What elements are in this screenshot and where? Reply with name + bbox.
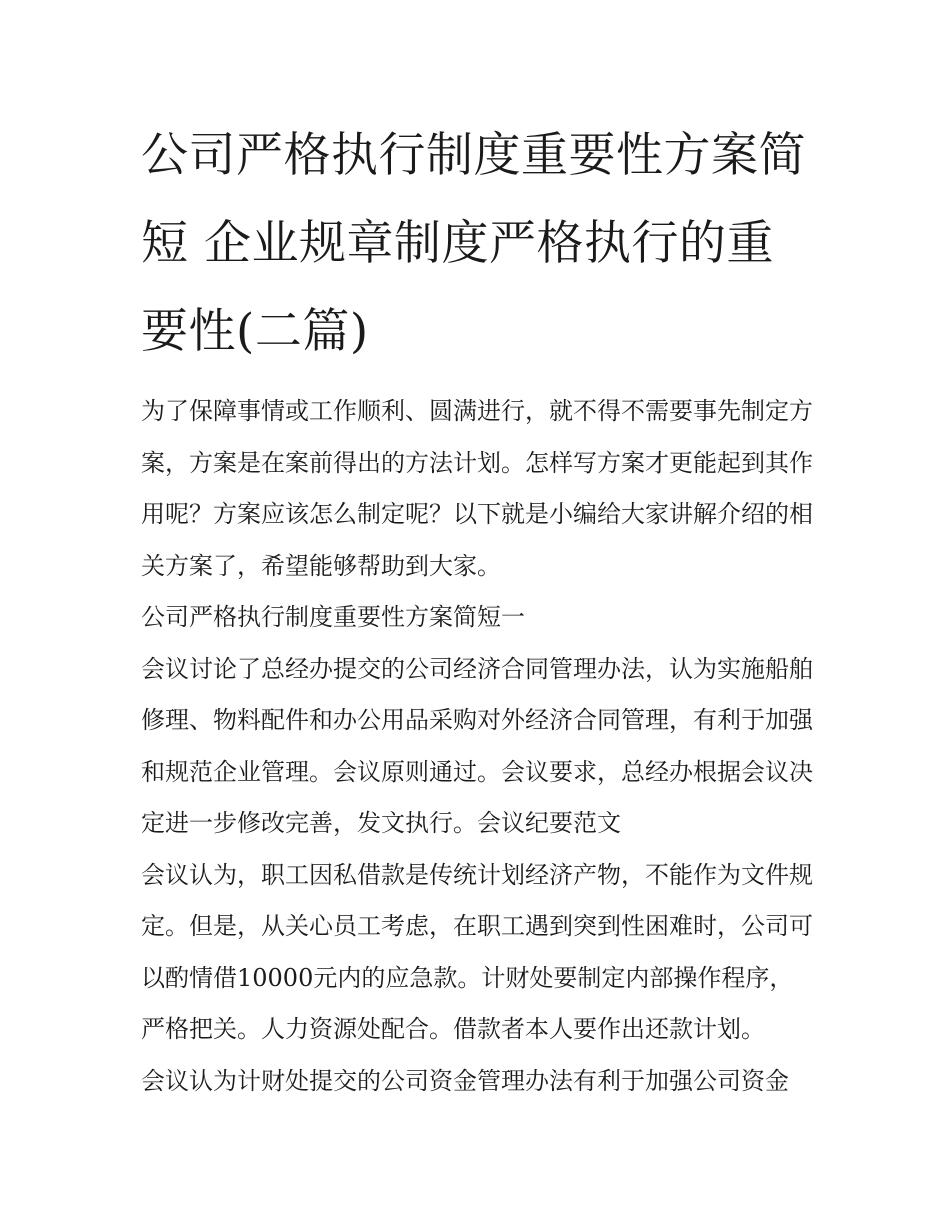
body-paragraph: 会议认为计财处提交的公司资金管理办法有利于加强公司资金 bbox=[141, 1066, 789, 1095]
document-page bbox=[141, 112, 813, 1107]
body-paragraph: 会议讨论了总经办提交的公司经济合同管理办法，认为实施船舶修理、物料配件和办公用品采购对外经济合同管理，有利于加强和规范企业管理。会议原则通过。会议要求，总经办根据会议决定进一步修改完善，发文执行。会议纪要范文 bbox=[141, 654, 813, 837]
document-body bbox=[141, 386, 813, 1107]
document-title: 公司严格执行制度重要性方案简短 企业规章制度严格执行的重要性(二篇) bbox=[141, 128, 806, 359]
body-paragraph: 会议认为，职工因私借款是传统计划经济产物，不能作为文件规定。但是，从关心员工考虑，在职工遇到突到性困难时，公司可以酌情借10000元内的应急款。计财处要制定内部操作程序，严格把关。人力资源处配合。借款者本人要作出还款计划。 bbox=[141, 860, 813, 1043]
intro-paragraph: 为了保障事情或工作顺利、圆满进行，就不得不需要事先制定方案，方案是在案前得出的方法计划。怎样写方案才更能起到其作用呢？方案应该怎么制定呢？以下就是小编给大家讲解介绍的相关方案了，希望能够帮助到大家。 bbox=[141, 397, 813, 580]
section-heading: 公司严格执行制度重要性方案简短一 bbox=[141, 603, 525, 631]
